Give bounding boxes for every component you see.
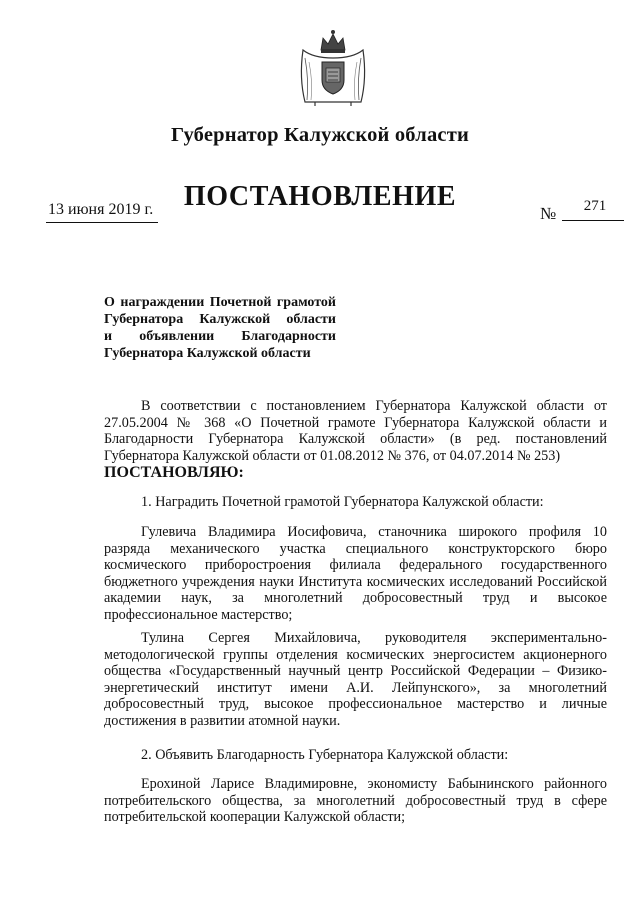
- preamble-block: [104, 398, 607, 464]
- date-underline: [46, 222, 158, 223]
- subject-line: и объявлении Благодарности: [104, 329, 336, 344]
- award-2-paragraph: Тулина Сергея Михайловича, руководителя экспериментально-методологической группы отделения космических энергосистем акционерного общества «Государственный научный центр Российской Федерации – Физико-энергетический институт имени А.И. Лейпунского», за многолетний добросовестный труд, высокое профессиональное мастерство и личные достижения в развитии атомной науки.: [104, 630, 607, 729]
- item-1-paragraph: 1. Наградить Почетной грамотой Губернатора Калужской области:: [141, 494, 544, 510]
- award-2-block: [104, 630, 607, 730]
- document-date: 13 июня 2019 г.: [48, 201, 154, 218]
- award-1-block: [104, 524, 607, 624]
- subject-line: Губернатора Калужской области: [104, 312, 336, 327]
- item-2-block: [104, 747, 607, 764]
- preamble-paragraph: В соответствии с постановлением Губернатора Калужской области от 27.05.2004 № 368 «О Почетной грамоте Губернатора Калужской области и Благодарности Губернатора Калужской области» (в ред. постановлений Губернатора Калужской области от 01.08.2012 № 376, от 04.07.2014 № 253): [104, 398, 607, 464]
- award-1-paragraph: Гулевича Владимира Иосифовича, станочника широкого профиля 10 разряда механического участка специального конструкторского бюро космического приборостроения филиала федерального государственного бюджетного учреждения науки Института космических исследований Российской академии наук, за многолетний добросовестный труд и высокое профессиональное мастерство;: [104, 524, 607, 623]
- item-2-paragraph: 2. Объявить Благодарность Губернатора Калужской области:: [141, 747, 509, 763]
- document-subject: [104, 294, 336, 362]
- resolve-heading: ПОСТАНОВЛЯЮ:: [104, 464, 244, 481]
- resolve-block: [104, 465, 607, 482]
- document-type-title: ПОСТАНОВЛЕНИЕ: [183, 181, 457, 212]
- document-number: 271: [583, 198, 607, 214]
- thanks-1-paragraph: Ерохиной Ларисе Владимировне, экономисту Бабынинского районного потребительского общества, за многолетний добросовестный труд в сфере потребительской кооперации Калужской области;: [104, 776, 607, 826]
- number-underline: [562, 220, 624, 221]
- number-sign: №: [540, 204, 557, 223]
- coat-of-arms-emblem: [295, 28, 371, 108]
- subject-line: Губернатора Калужской области: [104, 346, 311, 361]
- issuing-authority: Губернатор Калужской области: [171, 124, 469, 146]
- item-1-block: [104, 494, 607, 511]
- subject-line: О награждении Почетной грамотой: [104, 295, 336, 310]
- thanks-1-block: [104, 776, 607, 826]
